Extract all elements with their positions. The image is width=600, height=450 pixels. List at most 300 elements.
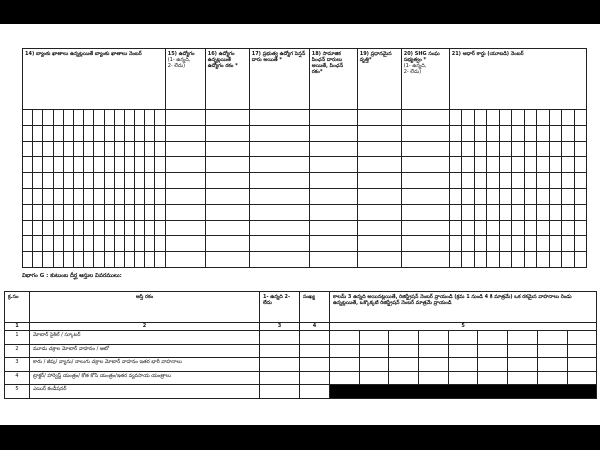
bank-digit-cell[interactable] (145, 236, 155, 252)
reg-cell[interactable] (508, 331, 538, 345)
count-cell[interactable] (300, 358, 330, 372)
bank-digit-cell[interactable] (53, 110, 63, 126)
bank-digit-cell[interactable] (114, 125, 124, 141)
aadhaar-digit-cell[interactable] (512, 204, 525, 220)
aadhaar-digit-cell[interactable] (449, 252, 462, 268)
reg-cell[interactable] (389, 331, 419, 345)
bank-digit-cell[interactable] (155, 141, 165, 157)
bank-digit-cell[interactable] (155, 110, 165, 126)
bank-digit-cell[interactable] (124, 236, 134, 252)
bank-digit-cell[interactable] (94, 110, 104, 126)
bank-digit-cell[interactable] (43, 204, 53, 220)
aadhaar-digit-cell[interactable] (562, 157, 575, 173)
aadhaar-digit-cell[interactable] (474, 141, 487, 157)
form-cell[interactable] (249, 110, 309, 126)
reg-cell[interactable] (537, 371, 567, 385)
bank-digit-cell[interactable] (23, 204, 33, 220)
bank-digit-cell[interactable] (124, 173, 134, 189)
aadhaar-digit-cell[interactable] (574, 173, 587, 189)
bank-digit-cell[interactable] (73, 110, 83, 126)
aadhaar-digit-cell[interactable] (562, 204, 575, 220)
aadhaar-digit-cell[interactable] (499, 141, 512, 157)
bank-digit-cell[interactable] (124, 110, 134, 126)
form-cell[interactable] (357, 141, 401, 157)
form-cell[interactable] (249, 252, 309, 268)
bank-digit-cell[interactable] (114, 110, 124, 126)
bank-digit-cell[interactable] (84, 188, 94, 204)
aadhaar-digit-cell[interactable] (474, 157, 487, 173)
aadhaar-digit-cell[interactable] (449, 110, 462, 126)
aadhaar-digit-cell[interactable] (474, 188, 487, 204)
aadhaar-digit-cell[interactable] (474, 204, 487, 220)
aadhaar-digit-cell[interactable] (512, 236, 525, 252)
form-cell[interactable] (165, 125, 205, 141)
reg-cell[interactable] (508, 371, 538, 385)
aadhaar-digit-cell[interactable] (549, 110, 562, 126)
bank-digit-cell[interactable] (63, 220, 73, 236)
aadhaar-digit-cell[interactable] (487, 188, 500, 204)
form-cell[interactable] (165, 188, 205, 204)
bank-digit-cell[interactable] (23, 220, 33, 236)
aadhaar-digit-cell[interactable] (462, 141, 475, 157)
form-cell[interactable] (357, 157, 401, 173)
aadhaar-digit-cell[interactable] (537, 252, 550, 268)
bank-digit-cell[interactable] (63, 157, 73, 173)
bank-digit-cell[interactable] (43, 188, 53, 204)
aadhaar-digit-cell[interactable] (512, 157, 525, 173)
form-cell[interactable] (205, 220, 249, 236)
bank-digit-cell[interactable] (155, 220, 165, 236)
aadhaar-digit-cell[interactable] (574, 220, 587, 236)
aadhaar-digit-cell[interactable] (549, 141, 562, 157)
aadhaar-digit-cell[interactable] (487, 236, 500, 252)
have-cell[interactable] (260, 344, 300, 358)
form-cell[interactable] (249, 204, 309, 220)
bank-digit-cell[interactable] (124, 188, 134, 204)
reg-cell[interactable] (389, 344, 419, 358)
aadhaar-digit-cell[interactable] (512, 252, 525, 268)
reg-cell[interactable] (448, 331, 478, 345)
bank-digit-cell[interactable] (155, 173, 165, 189)
bank-digit-cell[interactable] (94, 220, 104, 236)
form-cell[interactable] (309, 110, 357, 126)
bank-digit-cell[interactable] (145, 188, 155, 204)
reg-cell[interactable] (508, 344, 538, 358)
bank-digit-cell[interactable] (145, 204, 155, 220)
aadhaar-digit-cell[interactable] (537, 173, 550, 189)
reg-cell[interactable] (419, 371, 449, 385)
bank-digit-cell[interactable] (33, 157, 43, 173)
form-cell[interactable] (205, 236, 249, 252)
form-cell[interactable] (165, 204, 205, 220)
bank-digit-cell[interactable] (84, 141, 94, 157)
aadhaar-digit-cell[interactable] (499, 110, 512, 126)
bank-digit-cell[interactable] (73, 252, 83, 268)
aadhaar-digit-cell[interactable] (537, 157, 550, 173)
bank-digit-cell[interactable] (23, 236, 33, 252)
aadhaar-digit-cell[interactable] (512, 220, 525, 236)
aadhaar-digit-cell[interactable] (524, 252, 537, 268)
form-cell[interactable] (309, 236, 357, 252)
aadhaar-digit-cell[interactable] (537, 110, 550, 126)
bank-digit-cell[interactable] (145, 141, 155, 157)
aadhaar-digit-cell[interactable] (524, 173, 537, 189)
bank-digit-cell[interactable] (23, 141, 33, 157)
aadhaar-digit-cell[interactable] (562, 173, 575, 189)
form-cell[interactable] (357, 252, 401, 268)
have-cell[interactable] (260, 331, 300, 345)
aadhaar-digit-cell[interactable] (549, 188, 562, 204)
aadhaar-digit-cell[interactable] (574, 141, 587, 157)
bank-digit-cell[interactable] (53, 252, 63, 268)
bank-digit-cell[interactable] (63, 188, 73, 204)
bank-digit-cell[interactable] (33, 125, 43, 141)
bank-digit-cell[interactable] (33, 110, 43, 126)
reg-cell[interactable] (567, 331, 597, 345)
aadhaar-digit-cell[interactable] (524, 157, 537, 173)
bank-digit-cell[interactable] (73, 141, 83, 157)
reg-cell[interactable] (567, 344, 597, 358)
form-cell[interactable] (357, 204, 401, 220)
bank-digit-cell[interactable] (135, 188, 145, 204)
aadhaar-digit-cell[interactable] (474, 173, 487, 189)
bank-digit-cell[interactable] (114, 236, 124, 252)
aadhaar-digit-cell[interactable] (462, 110, 475, 126)
form-cell[interactable] (249, 188, 309, 204)
reg-cell[interactable] (448, 358, 478, 372)
aadhaar-digit-cell[interactable] (562, 220, 575, 236)
reg-cell[interactable] (448, 371, 478, 385)
bank-digit-cell[interactable] (63, 110, 73, 126)
bank-digit-cell[interactable] (104, 236, 114, 252)
reg-cell[interactable] (537, 344, 567, 358)
bank-digit-cell[interactable] (114, 252, 124, 268)
aadhaar-digit-cell[interactable] (449, 220, 462, 236)
aadhaar-digit-cell[interactable] (562, 125, 575, 141)
aadhaar-digit-cell[interactable] (462, 220, 475, 236)
bank-digit-cell[interactable] (94, 252, 104, 268)
aadhaar-digit-cell[interactable] (487, 141, 500, 157)
form-cell[interactable] (249, 157, 309, 173)
bank-digit-cell[interactable] (145, 157, 155, 173)
reg-cell[interactable] (330, 358, 360, 372)
aadhaar-digit-cell[interactable] (474, 125, 487, 141)
bank-digit-cell[interactable] (73, 125, 83, 141)
bank-digit-cell[interactable] (33, 252, 43, 268)
bank-digit-cell[interactable] (53, 125, 63, 141)
bank-digit-cell[interactable] (145, 220, 155, 236)
bank-digit-cell[interactable] (43, 141, 53, 157)
aadhaar-digit-cell[interactable] (574, 204, 587, 220)
aadhaar-digit-cell[interactable] (487, 157, 500, 173)
aadhaar-digit-cell[interactable] (562, 141, 575, 157)
count-cell[interactable] (300, 331, 330, 345)
aadhaar-digit-cell[interactable] (462, 125, 475, 141)
bank-digit-cell[interactable] (63, 125, 73, 141)
bank-digit-cell[interactable] (94, 157, 104, 173)
aadhaar-digit-cell[interactable] (562, 252, 575, 268)
aadhaar-digit-cell[interactable] (574, 157, 587, 173)
bank-digit-cell[interactable] (23, 188, 33, 204)
aadhaar-digit-cell[interactable] (562, 236, 575, 252)
bank-digit-cell[interactable] (94, 125, 104, 141)
aadhaar-digit-cell[interactable] (499, 220, 512, 236)
aadhaar-digit-cell[interactable] (487, 110, 500, 126)
bank-digit-cell[interactable] (114, 220, 124, 236)
aadhaar-digit-cell[interactable] (549, 173, 562, 189)
bank-digit-cell[interactable] (84, 173, 94, 189)
bank-digit-cell[interactable] (43, 110, 53, 126)
aadhaar-digit-cell[interactable] (524, 236, 537, 252)
bank-digit-cell[interactable] (104, 204, 114, 220)
aadhaar-digit-cell[interactable] (537, 236, 550, 252)
aadhaar-digit-cell[interactable] (574, 236, 587, 252)
aadhaar-digit-cell[interactable] (537, 141, 550, 157)
form-cell[interactable] (357, 188, 401, 204)
bank-digit-cell[interactable] (43, 157, 53, 173)
bank-digit-cell[interactable] (43, 236, 53, 252)
form-cell[interactable] (249, 173, 309, 189)
form-cell[interactable] (401, 157, 449, 173)
reg-cell[interactable] (330, 344, 360, 358)
aadhaar-digit-cell[interactable] (549, 157, 562, 173)
bank-digit-cell[interactable] (135, 252, 145, 268)
aadhaar-digit-cell[interactable] (537, 125, 550, 141)
form-cell[interactable] (205, 173, 249, 189)
form-cell[interactable] (309, 252, 357, 268)
bank-digit-cell[interactable] (73, 188, 83, 204)
bank-digit-cell[interactable] (73, 204, 83, 220)
bank-digit-cell[interactable] (43, 173, 53, 189)
reg-cell[interactable] (359, 331, 389, 345)
bank-digit-cell[interactable] (155, 188, 165, 204)
bank-digit-cell[interactable] (23, 157, 33, 173)
bank-digit-cell[interactable] (53, 204, 63, 220)
bank-digit-cell[interactable] (135, 220, 145, 236)
aadhaar-digit-cell[interactable] (474, 220, 487, 236)
bank-digit-cell[interactable] (63, 141, 73, 157)
form-cell[interactable] (309, 220, 357, 236)
aadhaar-digit-cell[interactable] (449, 188, 462, 204)
bank-digit-cell[interactable] (135, 157, 145, 173)
aadhaar-digit-cell[interactable] (499, 204, 512, 220)
form-cell[interactable] (357, 110, 401, 126)
bank-digit-cell[interactable] (73, 220, 83, 236)
form-cell[interactable] (165, 157, 205, 173)
aadhaar-digit-cell[interactable] (462, 188, 475, 204)
form-cell[interactable] (249, 141, 309, 157)
aadhaar-digit-cell[interactable] (462, 157, 475, 173)
reg-cell[interactable] (478, 344, 508, 358)
reg-cell[interactable] (330, 371, 360, 385)
form-cell[interactable] (165, 236, 205, 252)
bank-digit-cell[interactable] (145, 110, 155, 126)
form-cell[interactable] (309, 157, 357, 173)
form-cell[interactable] (401, 110, 449, 126)
reg-cell[interactable] (419, 358, 449, 372)
aadhaar-digit-cell[interactable] (449, 236, 462, 252)
form-cell[interactable] (309, 173, 357, 189)
bank-digit-cell[interactable] (53, 236, 63, 252)
form-cell[interactable] (165, 252, 205, 268)
bank-digit-cell[interactable] (84, 220, 94, 236)
bank-digit-cell[interactable] (84, 110, 94, 126)
have-cell[interactable] (260, 371, 300, 385)
form-cell[interactable] (401, 188, 449, 204)
bank-digit-cell[interactable] (73, 173, 83, 189)
aadhaar-digit-cell[interactable] (524, 220, 537, 236)
form-cell[interactable] (401, 141, 449, 157)
bank-digit-cell[interactable] (33, 204, 43, 220)
aadhaar-digit-cell[interactable] (487, 252, 500, 268)
form-cell[interactable] (309, 204, 357, 220)
aadhaar-digit-cell[interactable] (449, 157, 462, 173)
bank-digit-cell[interactable] (135, 125, 145, 141)
bank-digit-cell[interactable] (104, 188, 114, 204)
aadhaar-digit-cell[interactable] (524, 204, 537, 220)
bank-digit-cell[interactable] (104, 157, 114, 173)
bank-digit-cell[interactable] (43, 220, 53, 236)
bank-digit-cell[interactable] (63, 236, 73, 252)
reg-cell[interactable] (567, 371, 597, 385)
reg-cell[interactable] (537, 331, 567, 345)
bank-digit-cell[interactable] (145, 173, 155, 189)
bank-digit-cell[interactable] (63, 252, 73, 268)
reg-cell[interactable] (478, 371, 508, 385)
bank-digit-cell[interactable] (104, 173, 114, 189)
bank-digit-cell[interactable] (114, 141, 124, 157)
bank-digit-cell[interactable] (94, 236, 104, 252)
form-cell[interactable] (165, 173, 205, 189)
form-cell[interactable] (165, 141, 205, 157)
form-cell[interactable] (357, 236, 401, 252)
aadhaar-digit-cell[interactable] (487, 173, 500, 189)
aadhaar-digit-cell[interactable] (574, 188, 587, 204)
bank-digit-cell[interactable] (145, 125, 155, 141)
form-cell[interactable] (401, 204, 449, 220)
form-cell[interactable] (357, 173, 401, 189)
form-cell[interactable] (357, 125, 401, 141)
aadhaar-digit-cell[interactable] (449, 125, 462, 141)
aadhaar-digit-cell[interactable] (499, 252, 512, 268)
bank-digit-cell[interactable] (53, 157, 63, 173)
bank-digit-cell[interactable] (124, 252, 134, 268)
bank-digit-cell[interactable] (114, 173, 124, 189)
reg-cell[interactable] (359, 371, 389, 385)
aadhaar-digit-cell[interactable] (524, 188, 537, 204)
aadhaar-digit-cell[interactable] (574, 125, 587, 141)
bank-digit-cell[interactable] (145, 252, 155, 268)
reg-cell[interactable] (389, 371, 419, 385)
aadhaar-digit-cell[interactable] (462, 173, 475, 189)
bank-digit-cell[interactable] (23, 173, 33, 189)
bank-digit-cell[interactable] (53, 188, 63, 204)
bank-digit-cell[interactable] (23, 252, 33, 268)
aadhaar-digit-cell[interactable] (537, 220, 550, 236)
aadhaar-digit-cell[interactable] (549, 220, 562, 236)
bank-digit-cell[interactable] (23, 110, 33, 126)
form-cell[interactable] (205, 252, 249, 268)
bank-digit-cell[interactable] (63, 204, 73, 220)
reg-cell[interactable] (478, 331, 508, 345)
aadhaar-digit-cell[interactable] (449, 141, 462, 157)
aadhaar-digit-cell[interactable] (499, 157, 512, 173)
aadhaar-digit-cell[interactable] (549, 204, 562, 220)
aadhaar-digit-cell[interactable] (512, 173, 525, 189)
form-cell[interactable] (357, 220, 401, 236)
aadhaar-digit-cell[interactable] (474, 110, 487, 126)
bank-digit-cell[interactable] (33, 220, 43, 236)
bank-digit-cell[interactable] (84, 204, 94, 220)
aadhaar-digit-cell[interactable] (462, 204, 475, 220)
aadhaar-digit-cell[interactable] (562, 188, 575, 204)
form-cell[interactable] (309, 125, 357, 141)
bank-digit-cell[interactable] (73, 157, 83, 173)
bank-digit-cell[interactable] (33, 236, 43, 252)
bank-digit-cell[interactable] (124, 204, 134, 220)
count-cell[interactable] (300, 385, 330, 399)
aadhaar-digit-cell[interactable] (512, 188, 525, 204)
aadhaar-digit-cell[interactable] (474, 252, 487, 268)
aadhaar-digit-cell[interactable] (524, 125, 537, 141)
aadhaar-digit-cell[interactable] (487, 220, 500, 236)
form-cell[interactable] (401, 236, 449, 252)
bank-digit-cell[interactable] (84, 236, 94, 252)
bank-digit-cell[interactable] (23, 125, 33, 141)
bank-digit-cell[interactable] (84, 252, 94, 268)
have-cell[interactable] (260, 358, 300, 372)
aadhaar-digit-cell[interactable] (499, 173, 512, 189)
bank-digit-cell[interactable] (84, 157, 94, 173)
form-cell[interactable] (205, 188, 249, 204)
bank-digit-cell[interactable] (43, 252, 53, 268)
aadhaar-digit-cell[interactable] (512, 141, 525, 157)
reg-cell[interactable] (359, 358, 389, 372)
form-cell[interactable] (401, 125, 449, 141)
bank-digit-cell[interactable] (33, 188, 43, 204)
reg-cell[interactable] (359, 344, 389, 358)
reg-cell[interactable] (448, 344, 478, 358)
form-cell[interactable] (205, 125, 249, 141)
aadhaar-digit-cell[interactable] (549, 236, 562, 252)
reg-cell[interactable] (389, 358, 419, 372)
aadhaar-digit-cell[interactable] (562, 110, 575, 126)
form-cell[interactable] (205, 204, 249, 220)
bank-digit-cell[interactable] (53, 141, 63, 157)
aadhaar-digit-cell[interactable] (512, 110, 525, 126)
bank-digit-cell[interactable] (104, 252, 114, 268)
reg-cell[interactable] (567, 358, 597, 372)
bank-digit-cell[interactable] (104, 141, 114, 157)
aadhaar-digit-cell[interactable] (499, 188, 512, 204)
aadhaar-digit-cell[interactable] (549, 125, 562, 141)
bank-digit-cell[interactable] (104, 110, 114, 126)
form-cell[interactable] (309, 188, 357, 204)
reg-cell[interactable] (419, 331, 449, 345)
bank-digit-cell[interactable] (73, 236, 83, 252)
bank-digit-cell[interactable] (94, 173, 104, 189)
bank-digit-cell[interactable] (135, 141, 145, 157)
aadhaar-digit-cell[interactable] (499, 236, 512, 252)
bank-digit-cell[interactable] (33, 141, 43, 157)
have-cell[interactable] (260, 385, 300, 399)
reg-cell[interactable] (330, 331, 360, 345)
form-cell[interactable] (401, 252, 449, 268)
bank-digit-cell[interactable] (104, 125, 114, 141)
bank-digit-cell[interactable] (155, 157, 165, 173)
aadhaar-digit-cell[interactable] (449, 173, 462, 189)
aadhaar-digit-cell[interactable] (512, 125, 525, 141)
